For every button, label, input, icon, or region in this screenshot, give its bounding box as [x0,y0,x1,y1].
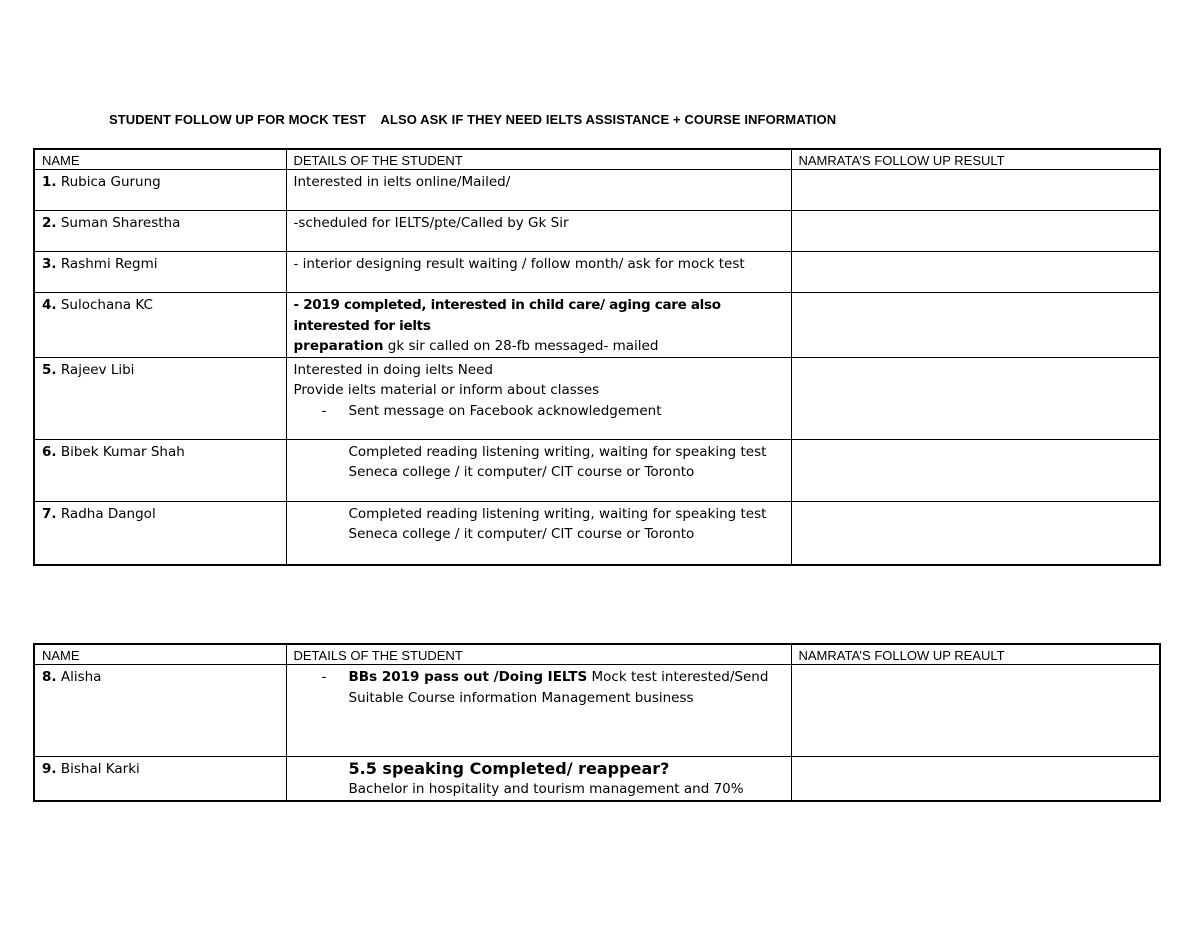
result-cell[interactable] [791,252,1160,293]
header-details: DETAILS OF THE STUDENT [286,644,791,665]
details-cell: - interior designing result waiting / follow month/ ask for mock test [286,252,791,293]
name-cell: 3. Rashmi Regmi [34,252,286,293]
table-row [34,211,1160,252]
name-cell: 4. Sulochana KC [34,293,286,358]
details-cell: -scheduled for IELTS/pte/Called by Gk Sir [286,211,791,252]
name-cell: 6. Bibek Kumar Shah [34,439,286,501]
table-header-row [34,644,1160,665]
details-cell: Completed reading listening writing, waiting for speaking test Seneca college / it computer/ CIT course or Toronto [286,501,791,565]
table-row [34,501,1160,565]
details-cell: - BBs 2019 pass out /Doing IELTS Mock test interested/Send Suitable Course information Management business [286,665,791,757]
name-cell: 2. Suman Sharestha [34,211,286,252]
name-cell: 5. Rajeev Libi [34,357,286,439]
table-row [34,170,1160,211]
name-cell: 7. Radha Dangol [34,501,286,565]
follow-up-table-2 [33,643,1161,802]
result-cell[interactable] [791,439,1160,501]
result-cell[interactable] [791,757,1160,801]
table-row [34,439,1160,501]
details-cell: Interested in ielts online/Mailed/ [286,170,791,211]
result-cell[interactable] [791,357,1160,439]
table-row [34,357,1160,439]
details-cell: 5.5 speaking Completed/ reappear? Bachelor in hospitality and tourism management and 70% [286,757,791,801]
table-header-row [34,149,1160,170]
header-details: DETAILS OF THE STUDENT [286,149,791,170]
name-cell: 8. Alisha [34,665,286,757]
table-row [34,757,1160,801]
follow-up-table-1 [33,148,1161,566]
table-row [34,252,1160,293]
name-cell: 9. Bishal Karki [34,757,286,801]
result-cell[interactable] [791,501,1160,565]
details-cell: Completed reading listening writing, waiting for speaking test Seneca college / it computer/ CIT course or Toronto [286,439,791,501]
header-result: NAMRATA’S FOLLOW UP RESULT [791,149,1160,170]
header-name: NAME [34,149,286,170]
result-cell[interactable] [791,293,1160,358]
result-cell[interactable] [791,170,1160,211]
table-row [34,293,1160,358]
page-title: STUDENT FOLLOW UP FOR MOCK TEST ALSO ASK IF THEY NEED IELTS ASSISTANCE + COURSE INFORMATION [109,112,837,127]
header-name: NAME [34,644,286,665]
result-cell[interactable] [791,665,1160,757]
table-row [34,665,1160,757]
header-result: NAMRATA’S FOLLOW UP REAULT [791,644,1160,665]
result-cell[interactable] [791,211,1160,252]
details-cell: Interested in doing ielts Need Provide ielts material or inform about classes - Sent message on Facebook acknowledgement [286,357,791,439]
details-cell: - 2019 completed, interested in child care/ aging care also interested for ielts preparation gk sir called on 28-fb messaged- mailed [286,293,791,358]
name-cell: 1. Rubica Gurung [34,170,286,211]
